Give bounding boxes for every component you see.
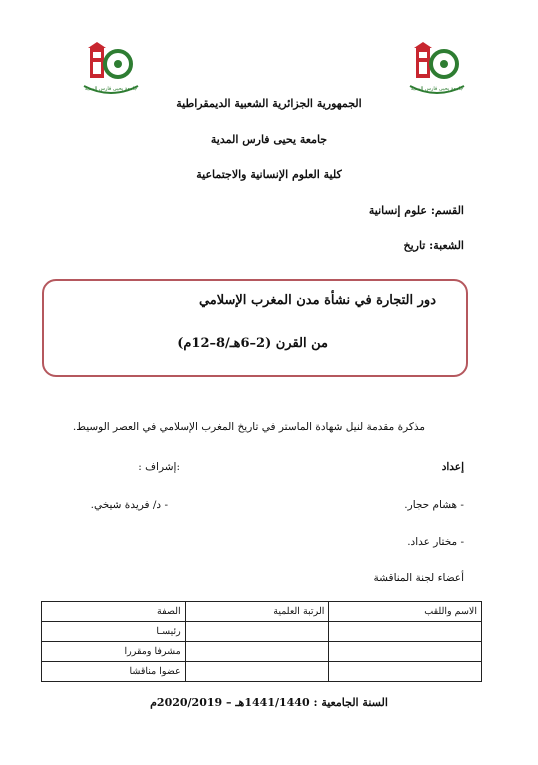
header-name: الاسم واللقب — [329, 602, 482, 622]
republic-line: الجمهورية الجزائرية الشعبية الديمقراطية — [176, 97, 362, 110]
student-name-2: - مختار عداد. — [407, 536, 464, 548]
branch-field: الشعبة: تاريخ — [403, 239, 464, 252]
prepared-label: إعداد — [441, 461, 464, 473]
faculty-name: كلية العلوم الإنسانية والاجتماعية — [196, 168, 342, 181]
header-role: الصفة — [42, 602, 186, 622]
table-row — [42, 642, 482, 662]
cell-name — [329, 622, 482, 642]
cell-role: عضوا مناقشا — [42, 662, 186, 682]
university-name: جامعة يحيى فارس المدية — [210, 133, 328, 146]
supervisor-name: - د/ فريدة شيخي. — [90, 499, 168, 511]
header-rank: الرتبة العلمية — [185, 602, 329, 622]
supervision-label: :إشراف : — [138, 461, 180, 473]
logo-caption-right: جامعة يحيى فارس المدية — [410, 86, 464, 92]
table-row — [42, 662, 482, 682]
cell-rank — [185, 622, 329, 642]
memo-statement: مذكرة مقدمة لنيل شهادة الماستر في تاريخ المغرب الإسلامي في العصر الوسيط. — [72, 421, 425, 433]
university-logo-left — [78, 42, 144, 100]
thesis-title: دور التجارة في نشأة مدن المغرب الإسلامي — [198, 293, 436, 308]
department-field: القسم: علوم إنسانية — [368, 204, 464, 217]
cell-rank — [185, 642, 329, 662]
cell-role: مشرفا ومقررا — [42, 642, 186, 662]
cell-name — [329, 662, 482, 682]
academic-year: السنة الجامعية : 1441/1440هـ – 2020/2019م — [150, 696, 388, 709]
student-name-1: - هشام حجار. — [404, 499, 464, 511]
cell-name — [329, 642, 482, 662]
cell-role: رئيسـا — [42, 622, 186, 642]
thesis-period: من القرن (2–6هـ/8–12م) — [177, 336, 328, 351]
table-header-row — [42, 602, 482, 622]
committee-table — [41, 601, 482, 682]
university-logo-right — [404, 42, 470, 100]
cell-rank — [185, 662, 329, 682]
committee-label: أعضاء لجنة المناقشة — [373, 572, 464, 584]
table-row — [42, 622, 482, 642]
logo-caption-left: جامعة يحيى فارس المدية — [84, 86, 138, 92]
